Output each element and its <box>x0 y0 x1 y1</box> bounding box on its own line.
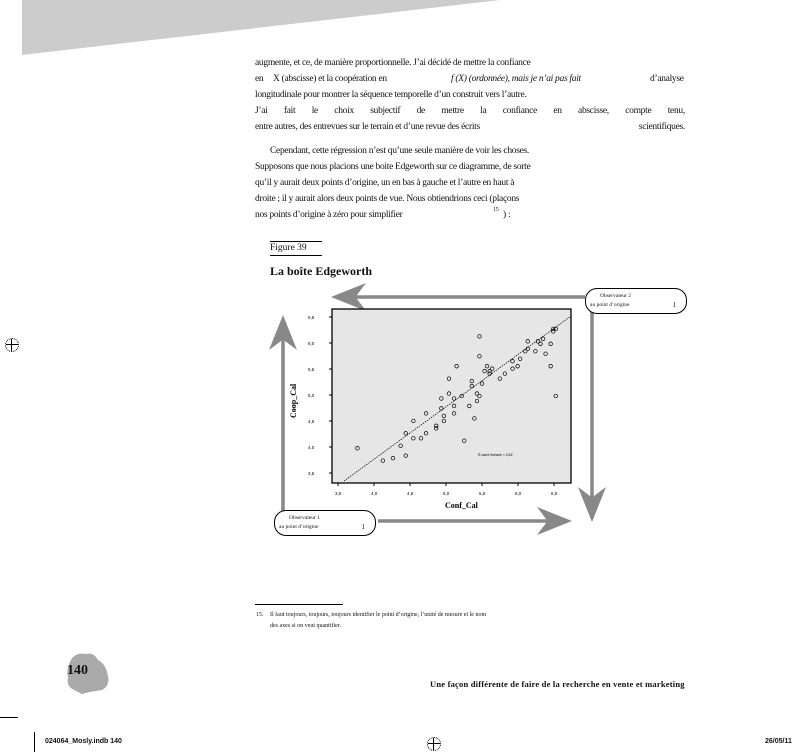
footnote-line: des axes si on veut quantifier. <box>270 623 341 629</box>
x-axis-label: Conf_Cal <box>445 501 478 510</box>
body-line: Cependant, cette régression n’est qu’une seule manière de voir les choses. <box>270 146 530 156</box>
x-tick-label: 4,0 <box>371 491 378 496</box>
observer2-origin: au point d’origine <box>590 302 630 308</box>
word: tenu, <box>667 106 685 116</box>
y-tick-label: 3,5 <box>308 471 315 476</box>
x-tick-label: 5,0 <box>443 491 450 496</box>
footnote-ref[interactable]: 15 <box>493 207 499 213</box>
footnote-line: Il faut toujours, toujours, toujours identifier le point d’origine, l’unité de mesure et le nom <box>270 612 487 618</box>
word: confiance <box>502 106 537 116</box>
page-number: 140 <box>67 663 88 678</box>
word: la <box>480 106 487 116</box>
y-tick-label: 4,5 <box>308 419 315 424</box>
slug-file: 024064_Mosly.indb 140 <box>45 738 122 745</box>
footnote-rule <box>255 604 343 605</box>
word: d’analyse <box>650 74 684 84</box>
word: scientifiques. <box>638 122 685 132</box>
word: X (abscisse) et la coopération en <box>273 74 387 84</box>
observer2-box <box>585 288 687 314</box>
word: en <box>553 106 562 116</box>
y-tick-label: 4,0 <box>308 445 315 450</box>
registration-mark-icon <box>5 338 19 352</box>
y-tick-label: 5,0 <box>308 393 315 398</box>
observer2-label: Observateur 2 <box>600 293 632 299</box>
y-tick-label: 6,0 <box>308 341 315 346</box>
footnote <box>256 610 487 629</box>
x-tick-label: 4,5 <box>407 491 414 496</box>
observer1-mark: 1 <box>361 523 365 531</box>
word: le <box>311 106 318 116</box>
body-line: nos points d’origine à zéro pour simplifier <box>255 210 403 220</box>
x-tick-label: 6,0 <box>515 491 522 496</box>
slug-date: 26/05/11 <box>765 738 792 745</box>
y-tick-label: 6,5 <box>308 315 315 320</box>
word: subjectif <box>370 106 401 116</box>
word: abscisse, <box>578 106 609 116</box>
body-line: augmente, et ce, de manière proportionnelle. J’ai décidé de mettre la confiance <box>255 58 531 68</box>
body-line: qu’il y aurait deux points d’origine, un en bas à gauche et l’autre en haut à <box>255 178 515 188</box>
plot-area <box>332 309 571 483</box>
observer2-mark: 1 <box>672 301 676 309</box>
word: mettre <box>441 106 464 116</box>
body-line: droite ; il y aurait alors deux points de vue. Nous obtiendrions ceci (plaçons <box>255 194 520 204</box>
crop-mark <box>0 717 18 718</box>
registration-mark-icon <box>427 737 441 751</box>
word: de <box>416 106 425 116</box>
body-line: longitudinale pour montrer la séquence temporelle d’un construit vers l’autre. <box>255 90 527 100</box>
y-tick-label: 5,5 <box>308 367 315 372</box>
word: J’ai <box>255 106 268 116</box>
y-axis-label: Coop_Cal <box>289 383 298 418</box>
observer1-label: Observateur 1 <box>289 515 321 521</box>
r-squared-annotation: R carré linéaire = 0,62 <box>478 453 513 457</box>
word: choix <box>334 106 354 116</box>
figure-label: Figure 39 <box>270 241 322 256</box>
footnote-number: 15. <box>256 612 264 618</box>
word: f (X) (ordonnée), mais je n’ai pas fait <box>451 74 581 84</box>
x-tick-label: 6,5 <box>551 491 558 496</box>
observer1-origin: au point d’origine <box>279 524 319 530</box>
word: compte <box>625 106 652 116</box>
body-line: Supposons que nous placions une boite Edgeworth sur ce diagramme, de sorte <box>255 162 531 172</box>
x-tick-label: 3,5 <box>335 491 342 496</box>
x-tick-label: 5,5 <box>479 491 486 496</box>
observer1-box <box>274 510 376 536</box>
running-title: Une façon différente de faire de la recherche en vente et marketing <box>430 679 685 689</box>
figure-title: La boîte Edgeworth <box>270 264 372 278</box>
word: entre autres, des entrevues sur le terrain et d’une revue des écrits <box>255 122 480 132</box>
body-line: ) : <box>503 210 511 220</box>
word: fait <box>283 106 296 116</box>
crop-mark <box>34 732 35 752</box>
word: en <box>255 74 264 84</box>
